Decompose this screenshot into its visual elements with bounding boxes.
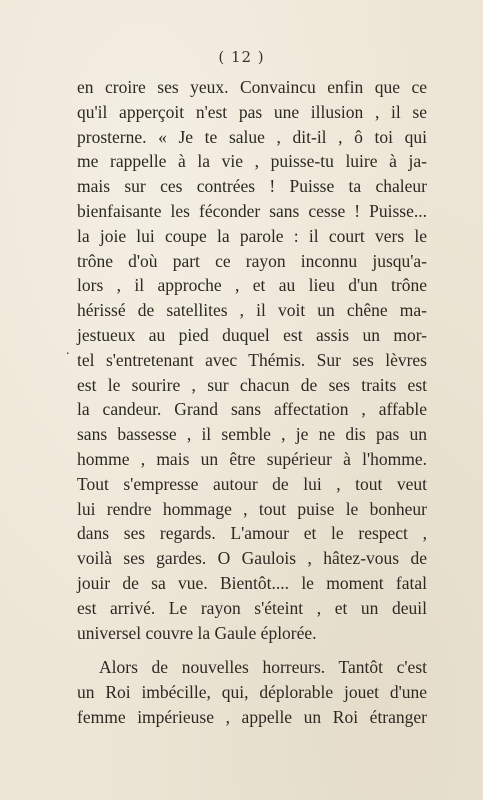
text-line: lui rendre hommage , tout puise le bonheur [77, 498, 427, 519]
text-line: est le sourire , sur chacun de ses traits est [77, 374, 427, 395]
text-line: la joie lui coupe la parole : il court vers le [77, 225, 427, 246]
body-text [77, 75, 427, 730]
text-line: en croire ses yeux. Convaincu enfin que ce [77, 77, 427, 97]
text-line: mais sur ces contrées ! Puisse ta chaleur [77, 176, 427, 197]
text-line: Tout s'empresse autour de lui , tout veut [77, 473, 427, 494]
text-line: jestueux au pied duquel est assis un mor- [77, 324, 427, 345]
text-line: tel s'entretenant avec Thémis. Sur ses lèvres [77, 349, 427, 370]
text-line: dans ses regards. L'amour et le respect , [77, 523, 427, 544]
text-line: femme impérieuse , appelle un Roi étranger [77, 706, 427, 727]
text-line: prosterne. « Je te salue , dit-il , ô toi qui [77, 126, 427, 147]
page-number: ( 12 ) [218, 48, 265, 66]
paragraph-start-line: Alors de nouvelles horreurs. Tantôt c'est [99, 657, 427, 678]
text-line: trône d'où part ce rayon inconnu jusqu'a- [77, 250, 427, 271]
text-line: me rappelle à la vie , puisse-tu luire à ja- [77, 151, 427, 172]
text-line: homme , mais un être supérieur à l'homme. [77, 448, 427, 469]
text-line: la candeur. Grand sans affectation , affable [77, 399, 427, 420]
text-line: voilà ses gardes. O Gaulois , hâtez-vous de [77, 548, 427, 569]
text-line: bienfaisante les féconder sans cesse ! Puisse... [77, 200, 427, 221]
text-line: universel couvre la Gaule éplorée. [77, 622, 317, 643]
margin-mark: . [66, 343, 70, 358]
text-line: un Roi imbécille, qui, déplorable jouet d'une [77, 682, 427, 703]
text-line: est arrivé. Le rayon s'éteint , et un deuil [77, 597, 427, 618]
text-line: qu'il apperçoit n'est pas une illusion , il se [77, 101, 427, 122]
text-line: sans bassesse , il semble , je ne dis pas un [77, 424, 427, 445]
text-line: hérissé de satellites , il voit un chêne ma- [77, 300, 427, 321]
text-line: jouir de sa vue. Bientôt.... le moment fatal [77, 572, 427, 593]
text-line: lors , il approche , et au lieu d'un trône [77, 275, 427, 296]
